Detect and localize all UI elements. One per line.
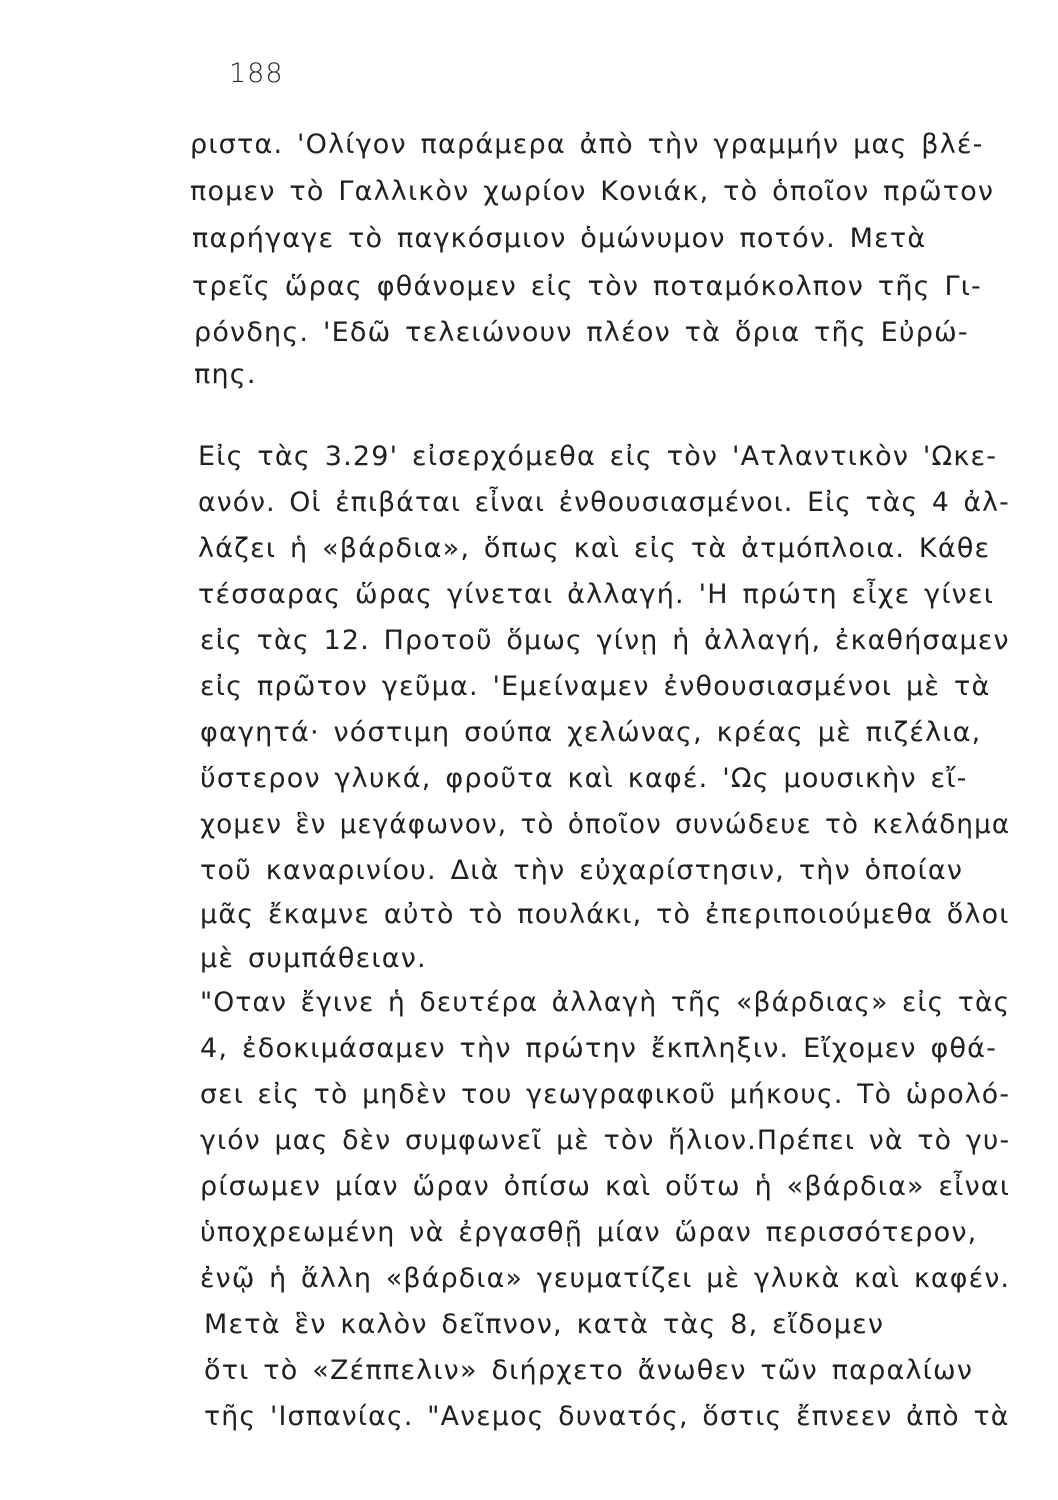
text-line: πης.	[194, 359, 257, 390]
text-line: τοῦ καναρινίου. Διὰ τὴν εὐχαρίστησιν, τὴν ὁποίαν	[200, 855, 964, 886]
text-line: λάζει ἡ «βάρδια», ὅπως καὶ εἰς τὰ ἀτμόπλοια. Κάθε	[198, 533, 991, 564]
text-line: μᾶς ἔκαμνε αὐτὸ τὸ πουλάκι, τὸ ἐπεριποιούμεθα ὅλοι	[200, 899, 1010, 930]
text-line: μὲ συμπάθειαν.	[200, 943, 427, 974]
text-line: Μετὰ ἓν καλὸν δεῖπνον, κατὰ τὰς 8, εἴδομεν	[204, 1309, 885, 1340]
text-line: ρόνδης. 'Εδῶ τελειώνουν πλέον τὰ ὅρια τῆς Εὐρώ-	[194, 317, 969, 348]
text-line: φαγητά· νόστιμη σούπα χελώνας, κρέας μὲ πιζέλια,	[200, 717, 982, 748]
text-line: τῆς 'Ισπανίας. "Ανεμος δυνατός, ὅστις ἔπνεεν ἀπὸ τὰ	[204, 1401, 1010, 1432]
text-line: ανόν. Οἱ ἐπιβάται εἶναι ἐνθουσιασμένοι. Εἰς τὰς 4 ἀλ-	[198, 487, 1010, 518]
text-line: 4, ἐδοκιμάσαμεν τὴν πρώτην ἔκπληξιν. Εἴχομεν φθά-	[200, 1033, 998, 1064]
text-line: παρήγαγε τὸ παγκόσμιον ὁμώνυμον ποτόν. Μετὰ	[192, 223, 927, 254]
text-line: Εἰς τὰς 3.29' εἰσερχόμεθα εἰς τὸν 'Ατλαντικὸν 'Ωκε-	[198, 441, 998, 472]
text-line: ὅτι τὸ «Ζέππελιν» διήρχετο ἄνωθεν τῶν παραλίων	[204, 1355, 974, 1386]
text-line: "Οταν ἔγινε ἡ δευτέρα ἀλλαγὴ τῆς «βάρδιας» εἰς τὰς	[200, 987, 1011, 1018]
page-number: 188	[229, 58, 284, 89]
text-line: εἰς πρῶτον γεῦμα. 'Εμείναμεν ἐνθουσιασμένοι μὲ τὰ	[200, 671, 991, 702]
text-line: ὑποχρεωμένη νὰ ἐργασθῇ μίαν ὥραν περισσότερον,	[200, 1217, 978, 1248]
text-line: ριστα. 'Ολίγον παράμερα ἀπὸ τὴν γραμμήν μας βλέ-	[190, 129, 984, 160]
text-line: γιόν μας δὲν συμφωνεῖ μὲ τὸν ἥλιον.Πρέπει νὰ τὸ γυ-	[200, 1125, 1011, 1156]
text-line: σει εἰς τὸ μηδὲν του γεωγραφικοῦ μήκους. Τὸ ὡρολό-	[200, 1079, 1011, 1110]
text-line: πομεν τὸ Γαλλικὸν χωρίον Κονιάκ, τὸ ὁποῖον πρῶτον	[190, 176, 995, 207]
text-line: ρίσωμεν μίαν ὥραν ὀπίσω καὶ οὕτω ἡ «βάρδια» εἶναι	[200, 1171, 1011, 1202]
text-line: ἐνῷ ἡ ἄλλη «βάρδια» γευματίζει μὲ γλυκὰ καὶ καφέν.	[200, 1263, 1011, 1294]
text-line: ὕστερον γλυκά, φροῦτα καὶ καφέ. 'Ως μουσικὴν εἴ-	[200, 763, 968, 794]
text-line: εἰς τὰς 12. Προτοῦ ὅμως γίνῃ ἡ ἀλλαγή, ἐκαθήσαμεν	[200, 625, 1010, 656]
text-line: τρεῖς ὥρας φθάνομεν εἰς τὸν ποταμόκολπον τῆς Γι-	[192, 271, 982, 302]
text-line: τέσσαρας ὥρας γίνεται ἀλλαγή. 'Η πρώτη εἶχε γίνει	[198, 579, 995, 610]
text-line: χομεν ἓν μεγάφωνον, τὸ ὁποῖον συνώδευε τὸ κελάδημα	[200, 809, 1011, 840]
